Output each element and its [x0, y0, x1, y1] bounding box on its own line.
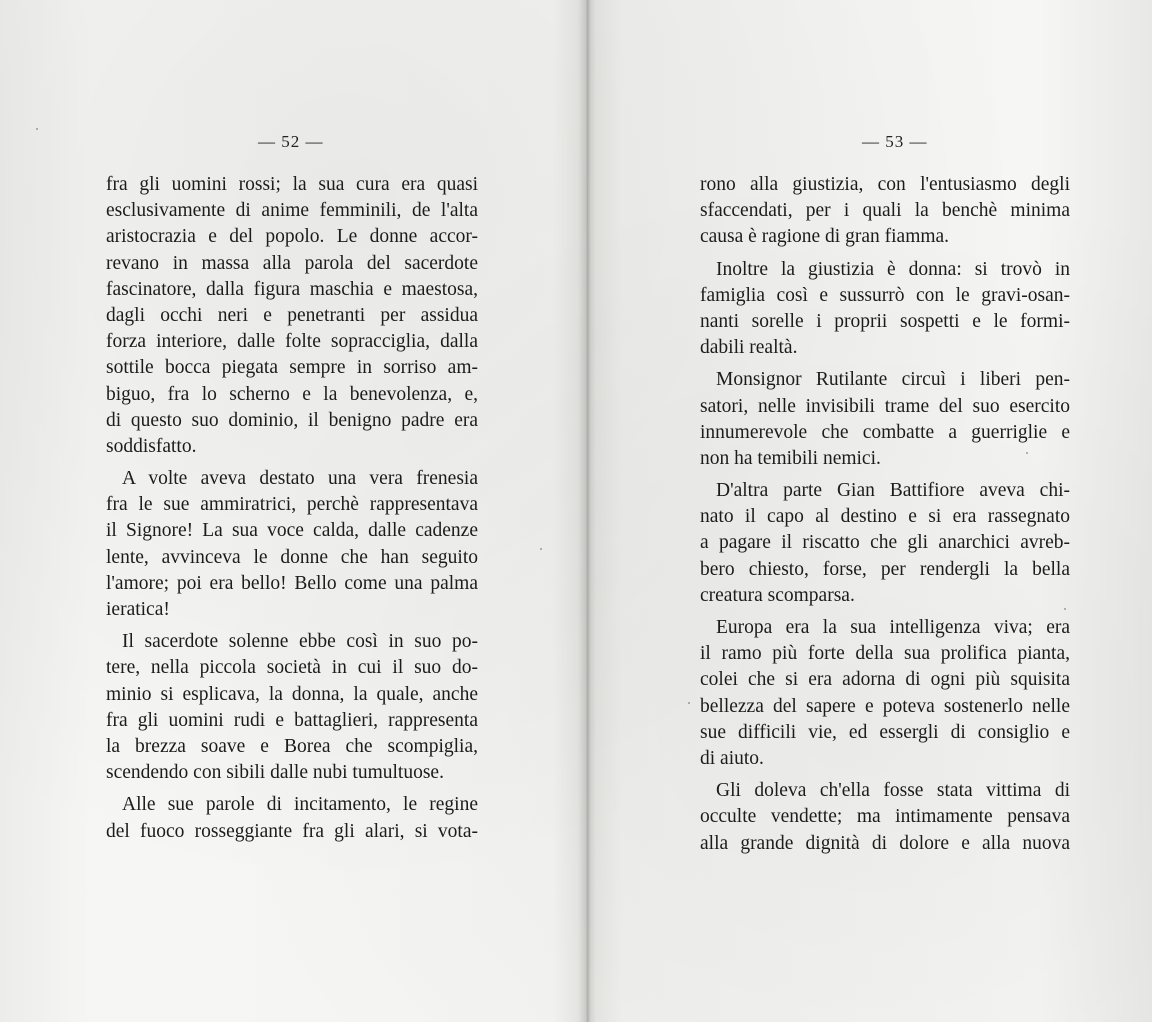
text-line: Alle sue parole di incitamento, le regine [122, 794, 478, 816]
paragraph [106, 466, 478, 623]
text-line: Il sacerdote solenne ebbe così in suo po- [122, 631, 478, 653]
paragraph [700, 478, 1070, 609]
text-line: il ramo più forte della sua prolifica pianta, [700, 643, 1070, 665]
text-line: famiglia così e sussurrò con le gravi-osan- [700, 284, 1070, 306]
text-line: occulte vendette; ma intimamente pensava [700, 806, 1070, 828]
text-line: scendendo con sibili dalle nubi tumultuose. [106, 762, 444, 784]
page-number-left: — 52 — [258, 132, 324, 151]
text-line: sue difficili vie, ed essergli di consiglio e [700, 721, 1070, 743]
right-page-text [700, 172, 1070, 857]
text-line: alla grande dignità di dolore e alla nuova [700, 832, 1070, 854]
text-line: l'amore; poi era bello! Bello come una palma [106, 572, 478, 594]
paper-speck [36, 128, 38, 130]
text-line: soddisfatto. [106, 435, 197, 457]
paragraph [106, 629, 478, 786]
paragraph [700, 367, 1070, 472]
text-line: tere, nella piccola società in cui il suo do- [106, 657, 478, 679]
text-line: fra gli uomini rudi e battaglieri, rappresenta [106, 709, 478, 731]
text-line: revano in massa alla parola del sacerdote [106, 252, 478, 274]
text-line: dagli occhi neri e penetranti per assidua [106, 304, 478, 326]
text-line: a pagare il riscatto che gli anarchici avreb- [700, 532, 1070, 554]
text-line: aristocrazia e del popolo. Le donne accor- [106, 226, 478, 248]
text-line: dabili realtà. [700, 337, 798, 359]
text-line: sottile bocca piegata sempre in sorriso am- [106, 357, 478, 379]
text-line: colei che si era adorna di ogni più squisita [700, 669, 1070, 691]
text-line: lente, avvinceva le donne che han seguito [106, 546, 478, 568]
text-line: nato il capo al destino e si era rassegnato [700, 506, 1070, 528]
paragraph [106, 792, 478, 844]
text-line: Europa era la sua intelligenza viva; era [716, 617, 1070, 638]
text-line: non ha temibili nemici. [700, 447, 881, 469]
text-line: forza interiore, dalle folte sopracciglia, dalla [106, 331, 478, 353]
text-line: il Signore! La sua voce calda, dalle cadenze [106, 520, 478, 542]
text-line: di aiuto. [700, 747, 764, 769]
text-line: Monsignor Rutilante circuì i liberi pen- [716, 369, 1070, 391]
paper-speck [540, 548, 542, 550]
text-line: minio si esplicava, la donna, la quale, anche [106, 683, 478, 705]
text-line: ieratica! [106, 599, 170, 620]
text-line: fra le sue ammiratrici, perchè rappresentava [106, 494, 478, 516]
paper-speck [688, 702, 690, 704]
text-line: fra gli uomini rossi; la sua cura era quasi [106, 174, 478, 195]
paragraph [700, 778, 1070, 857]
text-line: nanti sorelle i proprii sospetti e le formi- [700, 310, 1070, 332]
page-number-right: — 53 — [862, 132, 928, 151]
text-line: creatura scomparsa. [700, 584, 855, 606]
paper-speck [1064, 608, 1066, 610]
text-line: fascinatore, dalla figura maschia e maestosa, [106, 278, 478, 300]
text-line: Inoltre la giustizia è donna: si trovò in [716, 258, 1070, 280]
text-line: biguo, fra lo scherno e la benevolenza, e, [106, 383, 478, 405]
text-line: A volte aveva destato una vera frenesia [122, 468, 478, 490]
text-line: satori, nelle invisibili trame del suo esercito [700, 395, 1070, 417]
paragraph [106, 172, 478, 460]
paragraph [700, 615, 1070, 772]
text-line: causa è ragione di gran fiamma. [700, 226, 950, 248]
text-line: bero chiesto, forse, per rendergli la bella [700, 558, 1070, 580]
text-line: rono alla giustizia, con l'entusiasmo degli [700, 174, 1070, 195]
text-line: la brezza soave e Borea che scompiglia, [106, 735, 478, 757]
text-line: Gli doleva ch'ella fosse stata vittima di [716, 780, 1070, 802]
text-line: innumerevole che combatte a guerriglie e [700, 421, 1070, 443]
text-line: bellezza del sapere e poteva sostenerlo nelle [700, 695, 1070, 717]
book-gutter [578, 0, 596, 1022]
paragraph [700, 172, 1070, 251]
paper-speck [1026, 452, 1028, 454]
right-page [596, 0, 1152, 1022]
text-line: D'altra parte Gian Battifiore aveva chi- [716, 480, 1070, 502]
text-line: del fuoco rosseggiante fra gli alari, si vota- [106, 820, 478, 842]
text-line: esclusivamente di anime femminili, de l'alta [106, 200, 478, 222]
text-line: sfaccendati, per i quali la benchè minima [700, 200, 1070, 222]
text-line: di questo suo dominio, il benigno padre era [106, 409, 478, 431]
paragraph [700, 257, 1070, 362]
left-page-text [106, 172, 478, 845]
